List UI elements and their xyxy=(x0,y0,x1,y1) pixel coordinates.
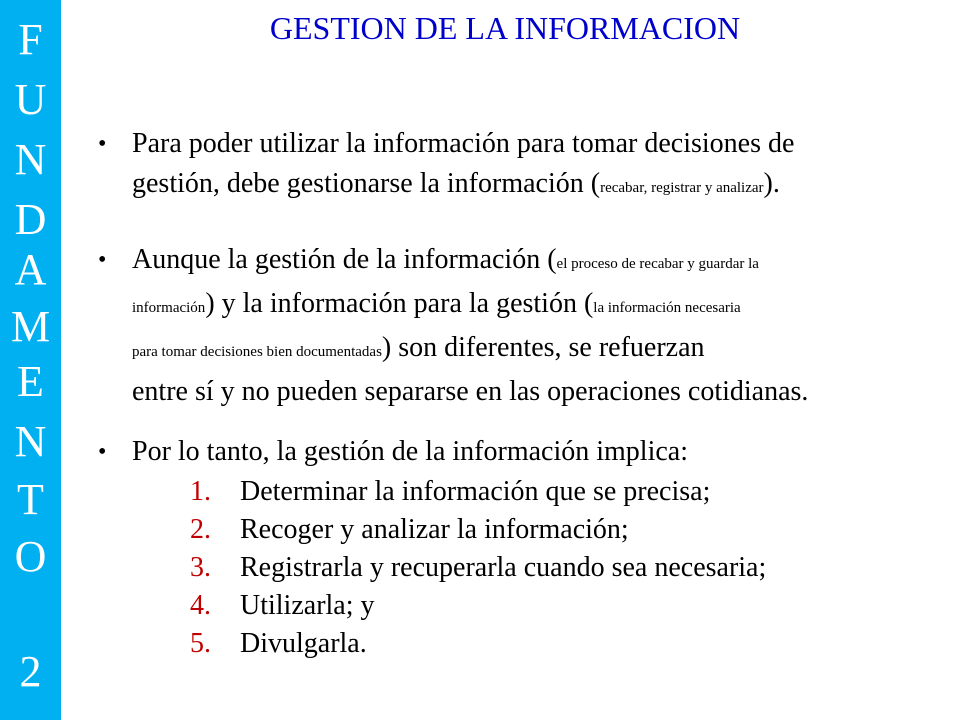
bullet-icon: • xyxy=(98,247,107,273)
list-item-text: Divulgarla. xyxy=(240,628,367,659)
bullet-paragraph-1 xyxy=(98,124,894,208)
list-item xyxy=(190,624,367,664)
sidebar-letter: N xyxy=(14,135,47,184)
list-number: 1. xyxy=(190,476,211,507)
sidebar-letter: U xyxy=(14,75,47,124)
list-item xyxy=(190,472,710,512)
paragraph-line: para tomar decisiones bien documentadas) son diferentes, se refuerzan xyxy=(132,332,705,363)
page-title: GESTION DE LA INFORMACION xyxy=(269,10,741,46)
list-item-text: Utilizarla; y xyxy=(240,590,375,621)
list-number: 2. xyxy=(190,514,211,545)
sidebar-letter: 2 xyxy=(19,647,42,696)
list-number: 3. xyxy=(190,552,211,583)
bullet-paragraph-2 xyxy=(98,240,894,412)
list-item xyxy=(190,586,375,626)
bullet-icon: • xyxy=(98,439,107,465)
sidebar-letter: D xyxy=(14,195,47,244)
list-item-text: Registrarla y recuperarla cuando sea necesaria; xyxy=(240,552,767,583)
list-number: 4. xyxy=(190,590,211,621)
bullet-paragraph-3 xyxy=(98,432,894,472)
list-item xyxy=(190,548,766,588)
paragraph-line: información) y la información para la gestión (la información necesaria xyxy=(132,288,741,319)
list-number: 5. xyxy=(190,628,211,659)
list-item xyxy=(190,510,629,550)
sidebar-letter: N xyxy=(14,417,47,466)
paragraph-line: gestión, debe gestionarse la información (recabar, registrar y analizar). xyxy=(132,168,780,199)
sidebar-letter: O xyxy=(14,532,47,581)
list-item-text: Determinar la información que se precisa; xyxy=(240,476,711,507)
sidebar-vertical-title xyxy=(0,0,61,720)
bullet-icon: • xyxy=(98,131,107,157)
paragraph-line: Por lo tanto, la gestión de la información implica: xyxy=(132,436,688,467)
paragraph-line: Para poder utilizar la información para tomar decisiones de xyxy=(132,128,795,159)
paragraph-line: Aunque la gestión de la información (el proceso de recabar y guardar la xyxy=(132,244,759,275)
sidebar-letter: T xyxy=(17,475,44,524)
sidebar-letter: A xyxy=(14,245,47,294)
sidebar-letter: E xyxy=(17,357,44,406)
list-item-text: Recoger y analizar la información; xyxy=(240,514,629,545)
paragraph-line: entre sí y no pueden separarse en las operaciones cotidianas. xyxy=(132,376,809,407)
sidebar-letter: M xyxy=(10,302,51,351)
sidebar-letter: F xyxy=(18,15,43,64)
